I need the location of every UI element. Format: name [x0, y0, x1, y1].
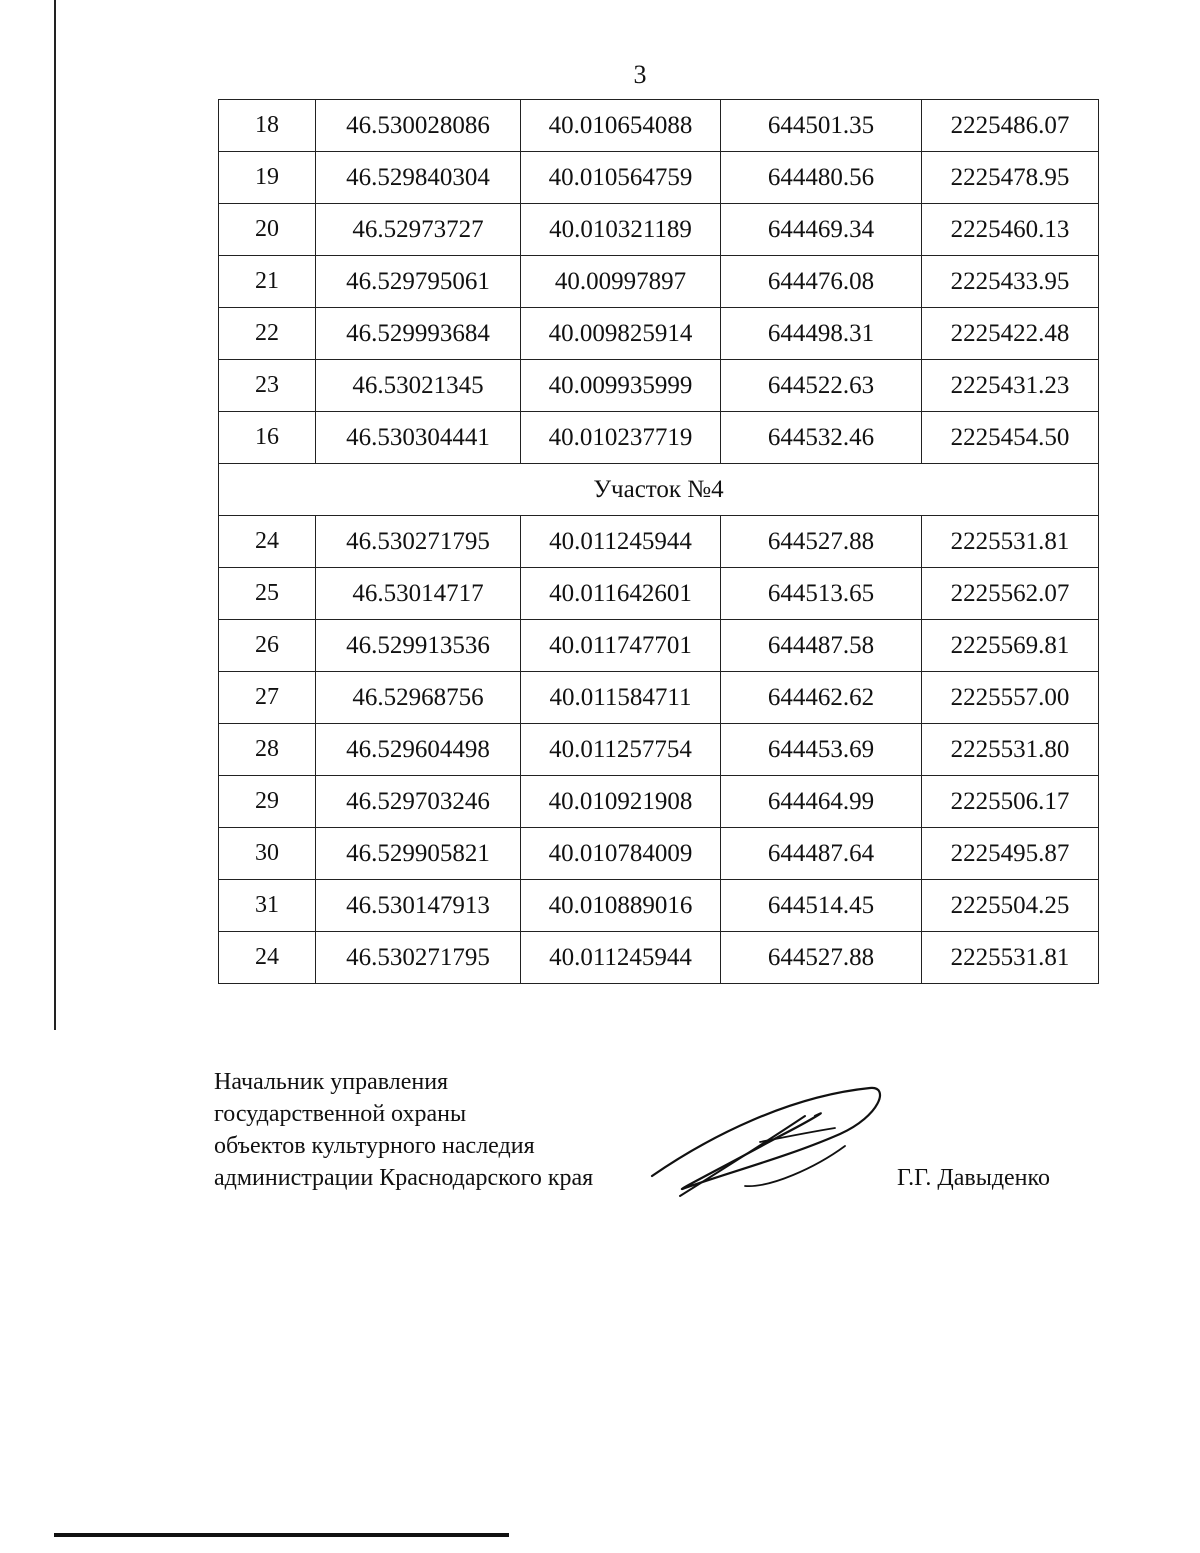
- coordinate-cell: 644469.34: [721, 204, 922, 256]
- scan-margin-line: [54, 0, 56, 1030]
- coordinate-cell: 644501.35: [721, 100, 922, 152]
- coordinate-cell: 2225506.17: [922, 776, 1099, 828]
- coordinate-cell: 40.010654088: [521, 100, 721, 152]
- point-number-cell: 19: [219, 152, 316, 204]
- coordinate-cell: 46.52968756: [316, 672, 521, 724]
- point-number-cell: 26: [219, 620, 316, 672]
- table-row: [219, 724, 1099, 776]
- table-row: [219, 932, 1099, 984]
- page-number: 3: [633, 60, 647, 89]
- coordinate-cell: 2225495.87: [922, 828, 1099, 880]
- coordinate-cell: 2225454.50: [922, 412, 1099, 464]
- coordinate-cell: 644480.56: [721, 152, 922, 204]
- coordinate-cell: 40.010564759: [521, 152, 721, 204]
- point-number-cell: 21: [219, 256, 316, 308]
- coordinate-cell: 46.52973727: [316, 204, 521, 256]
- coordinate-cell: 2225531.80: [922, 724, 1099, 776]
- signature-title-line: администрации Краснодарского края: [214, 1165, 594, 1191]
- table-row: [219, 880, 1099, 932]
- coordinate-cell: 644532.46: [721, 412, 922, 464]
- coordinate-cell: 46.530147913: [316, 880, 521, 932]
- coordinate-cell: 40.011245944: [521, 516, 721, 568]
- coordinate-cell: 644476.08: [721, 256, 922, 308]
- coordinate-cell: 46.529703246: [316, 776, 521, 828]
- point-number-cell: 29: [219, 776, 316, 828]
- coordinate-cell: 644453.69: [721, 724, 922, 776]
- point-number-cell: 16: [219, 412, 316, 464]
- table-row: [219, 308, 1099, 360]
- table-row: [219, 516, 1099, 568]
- table-row: [219, 100, 1099, 152]
- signature-title-line: государственной охраны: [214, 1101, 467, 1127]
- coordinate-cell: 2225569.81: [922, 620, 1099, 672]
- coordinate-cell: 644498.31: [721, 308, 922, 360]
- coordinate-cell: 46.529795061: [316, 256, 521, 308]
- coordinate-cell: 40.011642601: [521, 568, 721, 620]
- coordinate-cell: 2225562.07: [922, 568, 1099, 620]
- coordinate-cell: 2225504.25: [922, 880, 1099, 932]
- table-row: [219, 620, 1099, 672]
- coordinate-cell: 2225433.95: [922, 256, 1099, 308]
- table-row: [219, 204, 1099, 256]
- section-header-row: [219, 464, 1099, 516]
- coordinate-cell: 40.010784009: [521, 828, 721, 880]
- table-row: [219, 672, 1099, 724]
- point-number-cell: 30: [219, 828, 316, 880]
- handwritten-signature: [640, 1076, 890, 1206]
- signature-title-line: Начальник управления: [214, 1069, 449, 1095]
- coordinate-cell: 46.529905821: [316, 828, 521, 880]
- coordinate-cell: 2225531.81: [922, 932, 1099, 984]
- coordinate-cell: 644522.63: [721, 360, 922, 412]
- coordinate-cell: 2225460.13: [922, 204, 1099, 256]
- point-number-cell: 24: [219, 516, 316, 568]
- table-row: [219, 256, 1099, 308]
- coordinate-cell: 644462.62: [721, 672, 922, 724]
- coordinate-cell: 2225478.95: [922, 152, 1099, 204]
- coordinate-cell: 2225557.00: [922, 672, 1099, 724]
- coordinate-cell: 46.53014717: [316, 568, 521, 620]
- coordinate-cell: 40.010237719: [521, 412, 721, 464]
- coordinate-cell: 644487.64: [721, 828, 922, 880]
- coordinate-cell: 644487.58: [721, 620, 922, 672]
- coordinate-cell: 46.530304441: [316, 412, 521, 464]
- point-number-cell: 28: [219, 724, 316, 776]
- coordinate-cell: 46.529993684: [316, 308, 521, 360]
- coordinate-cell: 40.010321189: [521, 204, 721, 256]
- coordinate-cell: 644514.45: [721, 880, 922, 932]
- point-number-cell: 31: [219, 880, 316, 932]
- signer-name: Г.Г. Давыденко: [897, 1165, 1050, 1191]
- coordinate-cell: 40.009935999: [521, 360, 721, 412]
- coordinate-cell: 2225486.07: [922, 100, 1099, 152]
- coordinate-cell: 40.011747701: [521, 620, 721, 672]
- coordinate-cell: 46.530271795: [316, 932, 521, 984]
- coordinate-cell: 46.530271795: [316, 516, 521, 568]
- coordinates-table: [218, 99, 1099, 984]
- coordinate-cell: 40.00997897: [521, 256, 721, 308]
- coordinate-cell: 40.010921908: [521, 776, 721, 828]
- point-number-cell: 25: [219, 568, 316, 620]
- coordinate-cell: 644464.99: [721, 776, 922, 828]
- coordinate-cell: 46.529913536: [316, 620, 521, 672]
- coordinate-cell: 46.530028086: [316, 100, 521, 152]
- signature-title-block: [214, 1066, 593, 1194]
- table-row: [219, 776, 1099, 828]
- coordinate-cell: 644527.88: [721, 932, 922, 984]
- coordinate-cell: 2225531.81: [922, 516, 1099, 568]
- coordinate-cell: 40.010889016: [521, 880, 721, 932]
- section-label: Участок №4: [219, 464, 1099, 516]
- coordinate-cell: 46.529840304: [316, 152, 521, 204]
- coordinate-cell: 644513.65: [721, 568, 922, 620]
- coordinate-cell: 644527.88: [721, 516, 922, 568]
- coordinate-cell: 40.011245944: [521, 932, 721, 984]
- bottom-rule: [54, 1533, 509, 1537]
- coordinate-cell: 46.53021345: [316, 360, 521, 412]
- coordinate-cell: 2225431.23: [922, 360, 1099, 412]
- table-row: [219, 412, 1099, 464]
- coordinate-cell: 2225422.48: [922, 308, 1099, 360]
- coordinate-cell: 40.011257754: [521, 724, 721, 776]
- table-row: [219, 568, 1099, 620]
- point-number-cell: 22: [219, 308, 316, 360]
- table-row: [219, 360, 1099, 412]
- coordinates-table-body: [219, 100, 1099, 984]
- table-row: [219, 152, 1099, 204]
- point-number-cell: 18: [219, 100, 316, 152]
- table-row: [219, 828, 1099, 880]
- point-number-cell: 27: [219, 672, 316, 724]
- point-number-cell: 24: [219, 932, 316, 984]
- coordinate-cell: 40.011584711: [521, 672, 721, 724]
- point-number-cell: 23: [219, 360, 316, 412]
- point-number-cell: 20: [219, 204, 316, 256]
- signature-title-line: объектов культурного наследия: [214, 1133, 535, 1159]
- coordinate-cell: 40.009825914: [521, 308, 721, 360]
- coordinate-cell: 46.529604498: [316, 724, 521, 776]
